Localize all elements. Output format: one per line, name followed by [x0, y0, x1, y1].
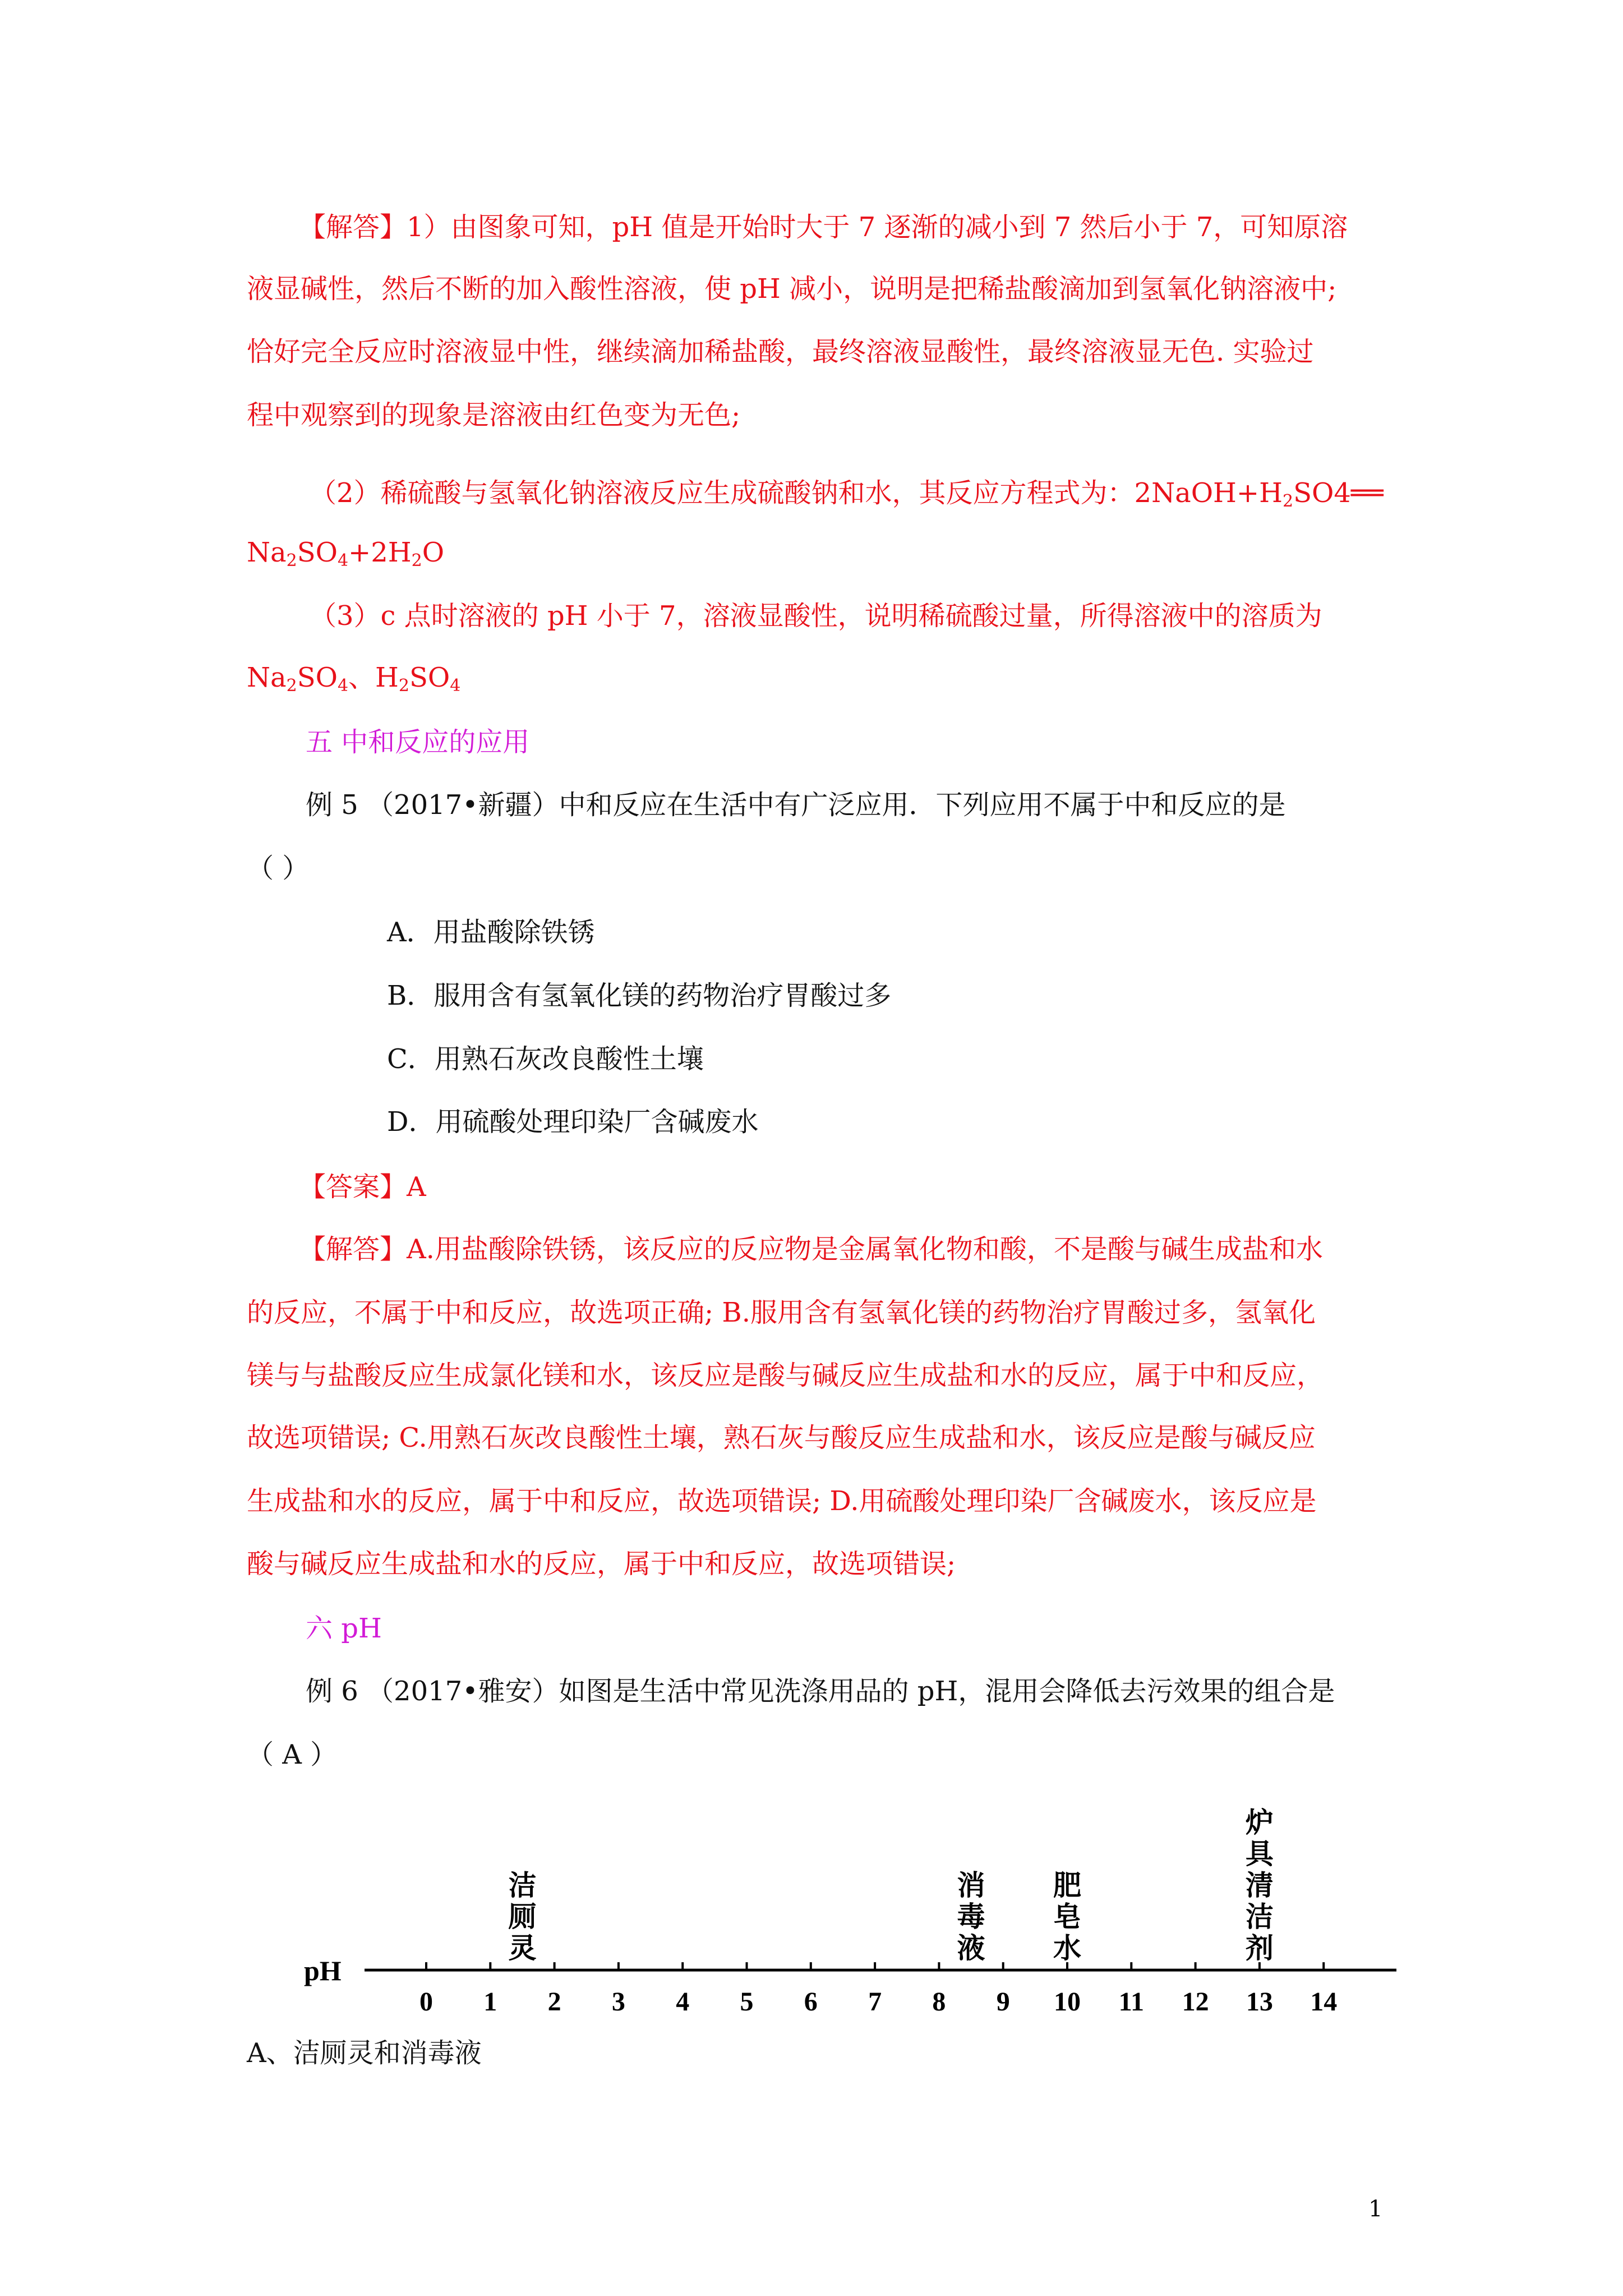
example5-option-c: C．用熟石灰改良酸性土壤: [387, 1043, 704, 1075]
ph-product-label-char: 洁: [508, 1869, 537, 1902]
answer-p1-line4: 程中观察到的现象是溶液由红色变为无色;: [247, 399, 741, 431]
ph-product-label-char: 消: [957, 1869, 985, 1902]
answer-p2-line2: $Na_2SO_4+2H_2O$: [247, 537, 445, 570]
example5-explanation-line6: 酸与碱反应生成盐和水的反应，属于中和反应，故选项错误;: [247, 1548, 956, 1580]
ph-product-label-char: 肥: [1053, 1869, 1081, 1902]
example6-question-line1: 例 6 （2017•雅安）如图是生活中常见洗涤用品的 pH，混用会降低去污效果的组合是: [306, 1676, 1335, 1707]
ph-product-label-char: 炉: [1245, 1806, 1274, 1839]
ph-tick-label: 7: [868, 1987, 882, 2017]
ph-tick-label: 1: [483, 1987, 497, 2017]
example5-option-a: A．用盐酸除铁锈: [387, 917, 595, 948]
example6-option-a: A、洁厕灵和消毒液: [247, 2037, 482, 2069]
ph-tick-label: 11: [1118, 1987, 1144, 2017]
page-number: 1: [1368, 2196, 1383, 2222]
ph-product-label-char: 灵: [508, 1931, 537, 1964]
section6-heading: 六 pH: [306, 1613, 382, 1644]
ph-tick-label: 6: [804, 1987, 818, 2017]
example5-option-d: D．用硫酸处理印染厂含碱废水: [387, 1106, 759, 1138]
ph-tick-label: 8: [932, 1987, 946, 2017]
answer-p3-line2: $Na_2SO_4$、$H_2SO_4$: [247, 662, 461, 696]
ph-product-label-char: 皂: [1053, 1900, 1081, 1933]
answer-p1-line2: 液显碱性，然后不断的加入酸性溶液，使 pH 减小，说明是把稀盐酸滴加到氢氧化钠溶液中;: [247, 273, 1337, 305]
ph-product-label-char: 清: [1245, 1869, 1274, 1902]
ph-tick-label: 5: [740, 1987, 754, 2017]
ph-product-label-char: 剂: [1245, 1931, 1274, 1964]
ph-product-label-char: 水: [1053, 1931, 1081, 1964]
example5-question-line2: （ ）: [247, 853, 310, 884]
ph-tick-label: 9: [996, 1987, 1010, 2017]
ph-product-label-char: 具: [1245, 1837, 1274, 1870]
ph-tick-label: 4: [676, 1987, 690, 2017]
ph-tick-label: 13: [1246, 1987, 1273, 2017]
example5-question-line1: 例 5 （2017•新疆）中和反应在生活中有广泛应用．下列应用不属于中和反应的是: [306, 789, 1286, 821]
ph-axis-label: pH: [304, 1955, 342, 1986]
example5-explanation-line5: 生成盐和水的反应，属于中和反应，故选项错误; D.用硫酸处理印染厂含碱废水，该反应是: [247, 1485, 1317, 1517]
ph-product-label-char: 液: [957, 1931, 985, 1964]
ph-tick-label: 0: [419, 1987, 433, 2017]
answer-p1-line1: 【解答】1）由图象可知，pH 值是开始时大于 7 逐渐的减小到 7 然后小于 7，可知原溶: [299, 211, 1348, 243]
example5-explanation-line1: 【解答】A.用盐酸除铁锈，该反应的反应物是金属氧化物和酸，不是酸与碱生成盐和水: [299, 1234, 1323, 1265]
example5-option-b: B．服用含有氢氧化镁的药物治疗胃酸过多: [387, 980, 892, 1011]
ph-tick-label: 12: [1182, 1987, 1209, 2017]
example5-explanation-line2: 的反应，不属于中和反应，故选项正确; B.服用含有氢氧化镁的药物治疗胃酸过多，氢氧化: [247, 1297, 1316, 1328]
ph-product-label-char: 毒: [957, 1900, 985, 1933]
ph-product-label-char: 厕: [508, 1900, 537, 1933]
example5-answer: 【答案】A: [299, 1171, 426, 1203]
ph-tick-label: 3: [611, 1987, 625, 2017]
example5-explanation-line4: 故选项错误; C.用熟石灰改良酸性土壤，熟石灰与酸反应生成盐和水，该反应是酸与碱反应: [247, 1422, 1316, 1453]
section5-heading: 五 中和反应的应用: [306, 726, 530, 758]
ph-tick-label: 14: [1310, 1987, 1338, 2017]
answer-p2-line1: （2）稀硫酸与氢氧化钠溶液反应生成硫酸钠和水，其反应方程式为：$2NaOH+H_2SO4══$: [310, 477, 1384, 511]
answer-p1-line3: 恰好完全反应时溶液显中性，继续滴加稀盐酸，最终溶液显酸性，最终溶液显无色. 实验过: [247, 336, 1314, 367]
answer-p3-line1: （3）c 点时溶液的 pH 小于 7，溶液显酸性，说明稀硫酸过量，所得溶液中的溶质为: [310, 600, 1322, 632]
example5-explanation-line3: 镁与与盐酸反应生成氯化镁和水，该反应是酸与碱反应生成盐和水的反应，属于中和反应，: [247, 1360, 1324, 1391]
ph-product-label-char: 洁: [1245, 1900, 1274, 1933]
ph-tick-label: 2: [547, 1987, 561, 2017]
example6-question-line2: （ A ）: [247, 1739, 338, 1770]
ph-tick-label: 10: [1054, 1987, 1081, 2017]
